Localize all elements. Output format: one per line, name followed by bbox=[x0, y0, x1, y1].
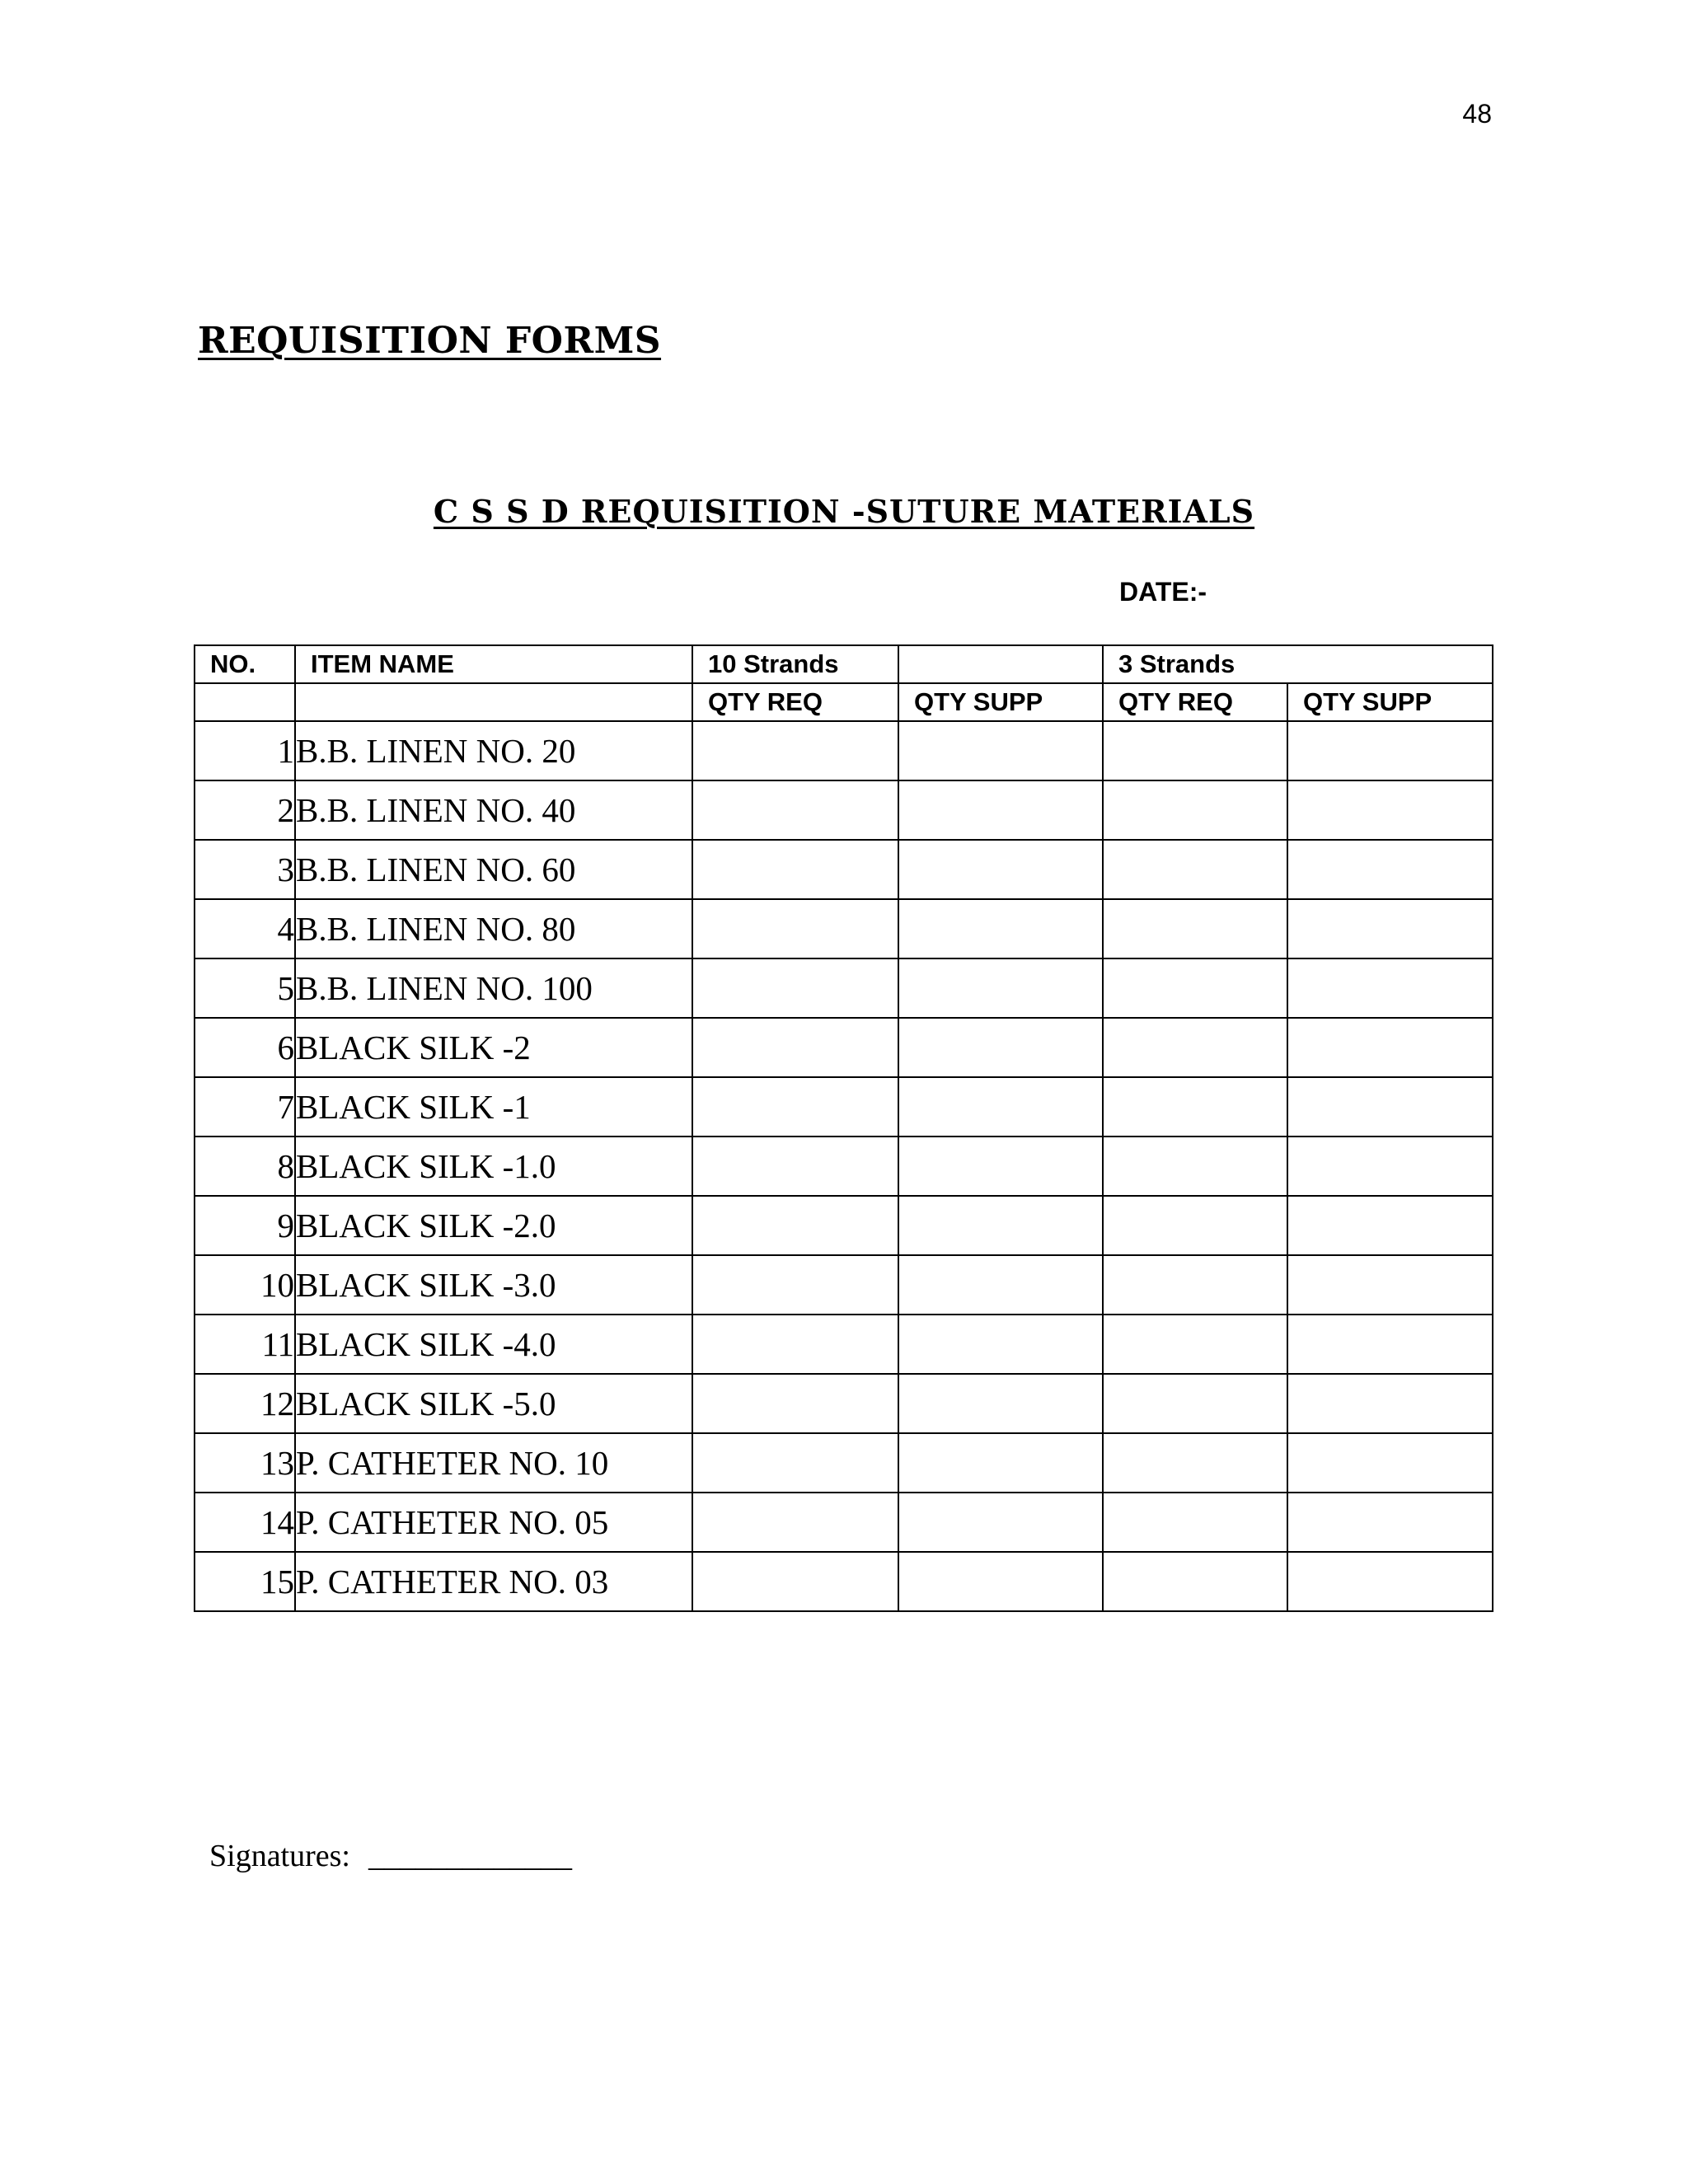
page-number: 48 bbox=[1462, 99, 1492, 129]
table-row bbox=[195, 958, 1493, 1018]
row-number: 15 bbox=[195, 1552, 295, 1611]
row-item-name: P. CATHETER NO. 03 bbox=[295, 1552, 692, 1611]
form-title: C S S D REQUISITION -SUTURE MATERIALS bbox=[433, 493, 1255, 530]
qty-supp-10-cell[interactable] bbox=[898, 1374, 1103, 1433]
qty-req-10-cell[interactable] bbox=[692, 899, 898, 958]
row-number: 9 bbox=[195, 1196, 295, 1255]
qty-supp-3-cell[interactable] bbox=[1287, 958, 1493, 1018]
row-number: 8 bbox=[195, 1137, 295, 1196]
qty-supp-10-cell[interactable] bbox=[898, 958, 1103, 1018]
qty-req-10-cell[interactable] bbox=[692, 1433, 898, 1493]
qty-supp-3-cell[interactable] bbox=[1287, 780, 1493, 840]
row-item-name: B.B. LINEN NO. 80 bbox=[295, 899, 692, 958]
qty-req-10-cell[interactable] bbox=[692, 1493, 898, 1552]
header-row-2 bbox=[195, 683, 1493, 721]
header-qty-supp-10: QTY SUPP bbox=[898, 683, 1103, 721]
row-number: 10 bbox=[195, 1255, 295, 1315]
header-qty-req-3: QTY REQ bbox=[1103, 683, 1287, 721]
row-item-name: P. CATHETER NO. 10 bbox=[295, 1433, 692, 1493]
table-body bbox=[195, 721, 1493, 1611]
qty-req-3-cell[interactable] bbox=[1103, 1196, 1287, 1255]
qty-supp-10-cell[interactable] bbox=[898, 780, 1103, 840]
qty-req-10-cell[interactable] bbox=[692, 721, 898, 780]
table-row bbox=[195, 1493, 1493, 1552]
table-row bbox=[195, 1018, 1493, 1077]
qty-req-3-cell[interactable] bbox=[1103, 1315, 1287, 1374]
row-number: 3 bbox=[195, 840, 295, 899]
row-number: 5 bbox=[195, 958, 295, 1018]
qty-req-10-cell[interactable] bbox=[692, 1196, 898, 1255]
section-title: REQUISITION FORMS bbox=[198, 320, 662, 362]
qty-req-3-cell[interactable] bbox=[1103, 958, 1287, 1018]
qty-supp-3-cell[interactable] bbox=[1287, 1433, 1493, 1493]
qty-supp-3-cell[interactable] bbox=[1287, 721, 1493, 780]
header-no: NO. bbox=[195, 645, 295, 683]
qty-supp-10-cell[interactable] bbox=[898, 1255, 1103, 1315]
qty-req-3-cell[interactable] bbox=[1103, 1137, 1287, 1196]
row-item-name: B.B. LINEN NO. 20 bbox=[295, 721, 692, 780]
header-blank bbox=[898, 645, 1103, 683]
qty-req-3-cell[interactable] bbox=[1103, 1493, 1287, 1552]
table-row bbox=[195, 1552, 1493, 1611]
qty-supp-3-cell[interactable] bbox=[1287, 1077, 1493, 1137]
table-row bbox=[195, 1137, 1493, 1196]
qty-supp-10-cell[interactable] bbox=[898, 1137, 1103, 1196]
header-qty-req-10: QTY REQ bbox=[692, 683, 898, 721]
qty-supp-10-cell[interactable] bbox=[898, 1077, 1103, 1137]
header-row-1 bbox=[195, 645, 1493, 683]
row-number: 1 bbox=[195, 721, 295, 780]
table-row bbox=[195, 1315, 1493, 1374]
qty-supp-3-cell[interactable] bbox=[1287, 1018, 1493, 1077]
qty-req-3-cell[interactable] bbox=[1103, 721, 1287, 780]
qty-req-10-cell[interactable] bbox=[692, 840, 898, 899]
row-item-name: B.B. LINEN NO. 100 bbox=[295, 958, 692, 1018]
table-row bbox=[195, 1077, 1493, 1137]
qty-req-10-cell[interactable] bbox=[692, 1552, 898, 1611]
row-item-name: BLACK SILK -4.0 bbox=[295, 1315, 692, 1374]
qty-supp-3-cell[interactable] bbox=[1287, 1137, 1493, 1196]
qty-req-3-cell[interactable] bbox=[1103, 899, 1287, 958]
qty-req-10-cell[interactable] bbox=[692, 1137, 898, 1196]
row-number: 7 bbox=[195, 1077, 295, 1137]
qty-req-3-cell[interactable] bbox=[1103, 1374, 1287, 1433]
qty-req-10-cell[interactable] bbox=[692, 1315, 898, 1374]
qty-supp-3-cell[interactable] bbox=[1287, 1374, 1493, 1433]
requisition-table bbox=[194, 644, 1493, 1612]
table-row bbox=[195, 1255, 1493, 1315]
row-item-name: BLACK SILK -2 bbox=[295, 1018, 692, 1077]
qty-req-10-cell[interactable] bbox=[692, 780, 898, 840]
qty-supp-10-cell[interactable] bbox=[898, 1433, 1103, 1493]
qty-req-10-cell[interactable] bbox=[692, 1374, 898, 1433]
row-item-name: BLACK SILK -1 bbox=[295, 1077, 692, 1137]
header-10-strands: 10 Strands bbox=[692, 645, 898, 683]
signatures bbox=[209, 1838, 572, 1874]
row-number: 6 bbox=[195, 1018, 295, 1077]
header-empty-no bbox=[195, 683, 295, 721]
row-number: 4 bbox=[195, 899, 295, 958]
header-item-name: ITEM NAME bbox=[295, 645, 692, 683]
header-empty-item bbox=[295, 683, 692, 721]
qty-supp-10-cell[interactable] bbox=[898, 721, 1103, 780]
qty-supp-10-cell[interactable] bbox=[898, 1018, 1103, 1077]
qty-req-10-cell[interactable] bbox=[692, 1255, 898, 1315]
qty-req-3-cell[interactable] bbox=[1103, 1077, 1287, 1137]
qty-supp-3-cell[interactable] bbox=[1287, 1255, 1493, 1315]
table-row bbox=[195, 721, 1493, 780]
qty-supp-3-cell[interactable] bbox=[1287, 1552, 1493, 1611]
table-row bbox=[195, 1433, 1493, 1493]
row-number: 2 bbox=[195, 780, 295, 840]
qty-supp-10-cell[interactable] bbox=[898, 899, 1103, 958]
table-row bbox=[195, 1374, 1493, 1433]
header-qty-supp-3: QTY SUPP bbox=[1287, 683, 1493, 721]
table-row bbox=[195, 899, 1493, 958]
row-number: 14 bbox=[195, 1493, 295, 1552]
row-item-name: B.B. LINEN NO. 60 bbox=[295, 840, 692, 899]
row-item-name: BLACK SILK -1.0 bbox=[295, 1137, 692, 1196]
qty-supp-10-cell[interactable] bbox=[898, 1493, 1103, 1552]
qty-supp-10-cell[interactable] bbox=[898, 1196, 1103, 1255]
qty-req-3-cell[interactable] bbox=[1103, 1255, 1287, 1315]
qty-req-10-cell[interactable] bbox=[692, 958, 898, 1018]
row-number: 12 bbox=[195, 1374, 295, 1433]
signatures-label: Signatures: bbox=[209, 1839, 350, 1873]
qty-supp-10-cell[interactable] bbox=[898, 1552, 1103, 1611]
row-item-name: BLACK SILK -3.0 bbox=[295, 1255, 692, 1315]
qty-supp-3-cell[interactable] bbox=[1287, 840, 1493, 899]
qty-req-3-cell[interactable] bbox=[1103, 780, 1287, 840]
qty-supp-3-cell[interactable] bbox=[1287, 1315, 1493, 1374]
signature-line[interactable]: _____________ bbox=[368, 1839, 572, 1873]
qty-req-10-cell[interactable] bbox=[692, 1077, 898, 1137]
qty-req-3-cell[interactable] bbox=[1103, 840, 1287, 899]
row-item-name: P. CATHETER NO. 05 bbox=[295, 1493, 692, 1552]
table-row bbox=[195, 840, 1493, 899]
date-label: DATE:- bbox=[1119, 577, 1207, 607]
qty-req-3-cell[interactable] bbox=[1103, 1552, 1287, 1611]
qty-req-3-cell[interactable] bbox=[1103, 1018, 1287, 1077]
row-item-name: B.B. LINEN NO. 40 bbox=[295, 780, 692, 840]
row-item-name: BLACK SILK -2.0 bbox=[295, 1196, 692, 1255]
qty-supp-3-cell[interactable] bbox=[1287, 899, 1493, 958]
qty-req-3-cell[interactable] bbox=[1103, 1433, 1287, 1493]
qty-supp-10-cell[interactable] bbox=[898, 840, 1103, 899]
qty-supp-3-cell[interactable] bbox=[1287, 1493, 1493, 1552]
qty-supp-3-cell[interactable] bbox=[1287, 1196, 1493, 1255]
qty-req-10-cell[interactable] bbox=[692, 1018, 898, 1077]
row-item-name: BLACK SILK -5.0 bbox=[295, 1374, 692, 1433]
qty-supp-10-cell[interactable] bbox=[898, 1315, 1103, 1374]
row-number: 11 bbox=[195, 1315, 295, 1374]
table-row bbox=[195, 1196, 1493, 1255]
row-number: 13 bbox=[195, 1433, 295, 1493]
table-row bbox=[195, 780, 1493, 840]
header-3-strands: 3 Strands bbox=[1103, 645, 1493, 683]
